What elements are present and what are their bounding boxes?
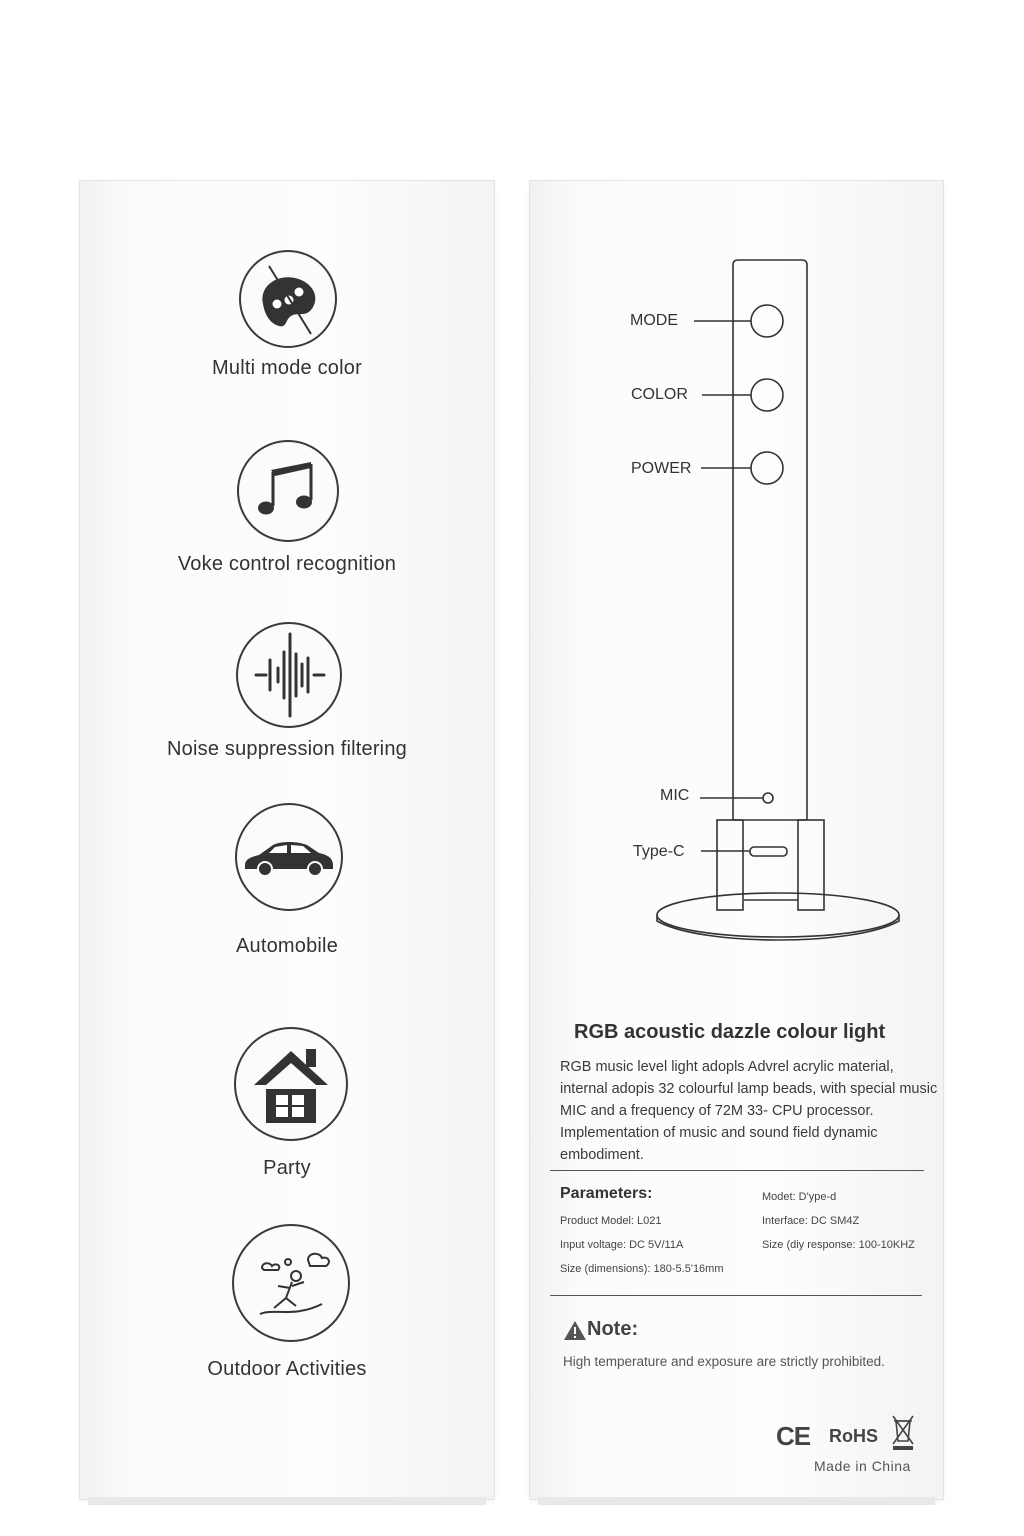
parameters-title: Parameters: bbox=[560, 1185, 653, 1202]
diagram-label-typec: Type-C bbox=[633, 843, 685, 860]
divider-bottom bbox=[550, 1295, 922, 1296]
product-title: RGB acoustic dazzle colour light bbox=[574, 1021, 886, 1043]
feature-label-noise-suppression: Noise suppression filtering bbox=[167, 738, 407, 760]
param-size: Size (dimensions): 180-5.5'16mm bbox=[560, 1263, 724, 1275]
note-title: Note: bbox=[587, 1318, 639, 1340]
divider-top bbox=[550, 1170, 924, 1171]
param-frequency-response: Size (diy response: 100-10KHZ bbox=[762, 1239, 915, 1251]
diagram-label-power: POWER bbox=[631, 460, 692, 477]
param-interface: Interface: DC SM4Z bbox=[762, 1215, 860, 1227]
feature-label-multi-mode: Multi mode color bbox=[212, 357, 362, 379]
warning-triangle-icon bbox=[563, 1320, 587, 1341]
diagram-label-mic: MIC bbox=[660, 787, 690, 804]
feature-label-voice-control: Voke control recognition bbox=[177, 553, 397, 575]
note-text: High temperature and exposure are strictly prohibited. bbox=[563, 1354, 885, 1369]
param-product-model: Product Model: L021 bbox=[560, 1215, 662, 1227]
diagram-label-mode: MODE bbox=[630, 312, 678, 329]
ce-mark: CE bbox=[776, 1421, 811, 1451]
feature-label-outdoor: Outdoor Activities bbox=[207, 1358, 367, 1380]
feature-label-party: Party bbox=[263, 1157, 311, 1179]
param-model: Modet: D'ype-d bbox=[762, 1191, 837, 1203]
weee-bin-icon bbox=[890, 1413, 916, 1451]
product-description: RGB music level light adopls Advrel acrylic material, internal adopis 32 colourful lamp beads, with special music MIC and a frequency of 72M 33- CPU processor. Implementation of music and sound field dynamic embodiment. bbox=[560, 1059, 938, 1163]
rohs-mark: RoHS bbox=[829, 1426, 878, 1446]
feature-label-automobile: Automobile bbox=[235, 935, 339, 957]
diagram-label-color: COLOR bbox=[631, 386, 688, 403]
made-in-label: Made in China bbox=[814, 1458, 911, 1474]
param-input-voltage: Input voltage: DC 5V/11A bbox=[560, 1239, 684, 1251]
